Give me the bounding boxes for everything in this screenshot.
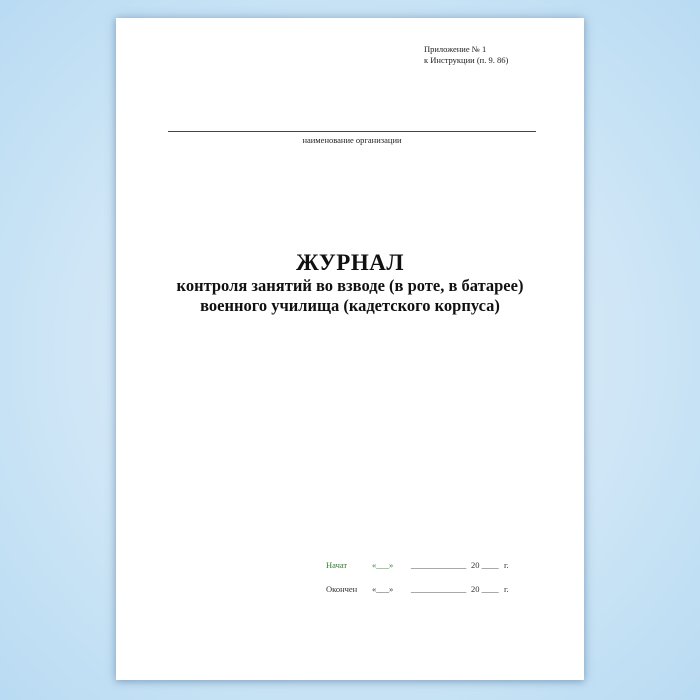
- start-year-suffix: г.: [504, 560, 509, 570]
- start-year-blank: 20 ____: [471, 560, 499, 570]
- journal-subtitle-line-2: военного училища (кадетского корпуса): [200, 296, 500, 315]
- organization-name-caption: наименование организации: [302, 135, 402, 145]
- end-day-blank: «___»: [372, 584, 394, 594]
- start-day-blank: «___»: [372, 560, 394, 570]
- appendix-line-2: к Инструкции (п. 9. 86): [424, 55, 509, 65]
- organization-name-line: [168, 131, 536, 132]
- journal-subtitle-line-1: контроля занятий во взводе (в роте, в батарее): [176, 276, 524, 295]
- end-year-suffix: г.: [504, 584, 509, 594]
- end-label: Окончен: [326, 584, 358, 594]
- journal-cover-page: [116, 18, 584, 680]
- start-label: Начат: [326, 560, 348, 570]
- appendix-line-1: Приложение № 1: [424, 44, 487, 54]
- appendix-note: [424, 44, 508, 66]
- start-month-blank: _____________: [411, 560, 467, 570]
- title-block: [116, 250, 584, 316]
- journal-title: ЖУРНАЛ: [296, 250, 404, 275]
- end-month-blank: _____________: [411, 584, 467, 594]
- end-year-blank: 20 ____: [471, 584, 499, 594]
